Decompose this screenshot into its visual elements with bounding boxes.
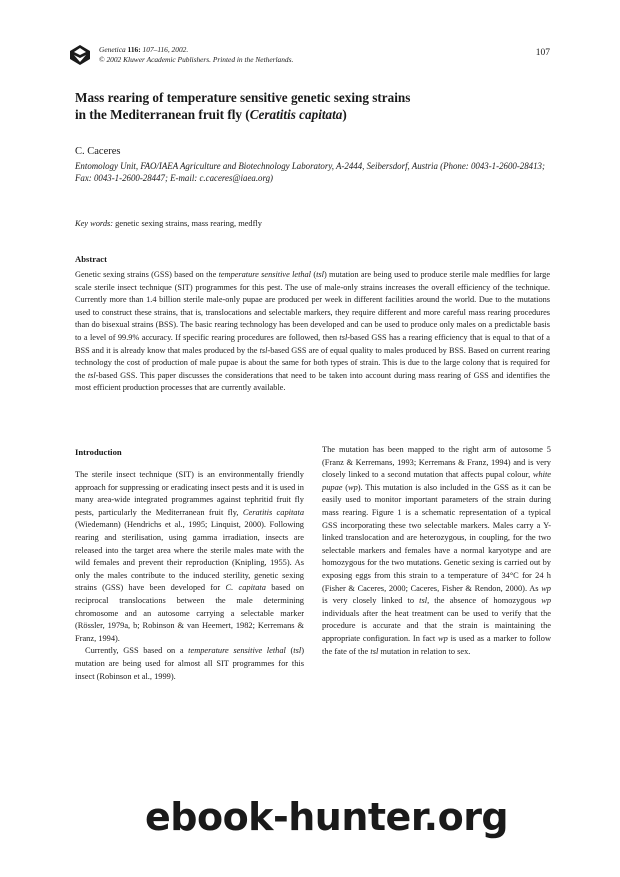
abstract-heading: Abstract (75, 254, 107, 264)
intro-paragraph-3 (322, 444, 551, 658)
keywords-text: genetic sexing strains, mass rearing, medfly (115, 219, 262, 228)
intro-text: The sterile insect technique (SIT) is an environmentally friendly approach for suppressing or eradicating insect pests and it is used in many area-wide integrated programmes against tephritid fruit fly pests, particularly the Mediterranean fruit fly, (75, 470, 304, 517)
intro-italic: tsl (419, 596, 428, 606)
intro-paragraph-2 (75, 645, 304, 683)
intro-italic: wp (541, 583, 551, 593)
intro-text: is used as a marker to follow the fate of the (322, 633, 552, 656)
page-header (70, 45, 550, 67)
abstract-text: ) mutation are being used to produce sterile male medflies for large scale sterile insect technique (SIT) programmes for this pest. The use of male-only strains increases the overall efficiency of the technique. Currently more than 1.4 billion sterile male-only pupae are produced per week in different facilities around the world. Due to the mutations used to construct these strains, that is, translocations and selectable markers, they require different and more careful mass rearing procedures than do bisexual strains (BSS). The basic rearing technology has been developed and can be used to produce only males on a predictable basis to a level of 99.9% accuracy. If specific rearing procedures are followed, then (75, 270, 550, 342)
intro-text: ( (285, 646, 294, 656)
intro-italic: temperature sensitive lethal (188, 646, 286, 656)
kluwer-logo-icon (70, 45, 90, 65)
abstract-text: ( (311, 270, 317, 279)
journal-citation (99, 45, 293, 64)
intro-italic: wp (438, 633, 448, 643)
introduction-right-column (322, 444, 551, 658)
title-paren: ) (342, 107, 347, 122)
intro-text: mutation in relation to sex. (378, 646, 471, 656)
article-title (75, 89, 555, 123)
intro-text: ( (342, 482, 348, 492)
title-line-2: in the Mediterranean fruit fly ( (75, 107, 250, 122)
abstract-italic: tsl (339, 332, 348, 342)
intro-italic: white pupae (322, 470, 551, 492)
intro-text: (Wiedemann) (Hendrichs et al., 1995; Linquist, 2000). Following rearing and sterilisation, using gamma irradiation, insects are released into the target area where the sterile males mate with the wild females and prevent their reproduction (Knipling, 1955). As only the males contribute to the induced sterility, genetic sexing strains (GSS) have been developed for (75, 520, 304, 593)
abstract-italic: tsl (259, 345, 268, 355)
author-name: C. Caceres (75, 146, 121, 157)
watermark: ebook-hunter.org (145, 795, 509, 839)
author-affiliation: Entomology Unit, FAO/IAEA Agriculture and Biotechnology Laboratory, A-2444, Seibersdorf, Austria (Phone: 0043-1-2600-28413; Fax: 0043-1-2600-28447; E-mail: c.caceres@iaea.org) (75, 161, 545, 184)
introduction-left-column (75, 469, 304, 683)
keywords-label: Key words: (75, 219, 114, 228)
intro-text: ) mutation are being used for almost all SIT programmes for this insect (Robinson et al., 1999). (75, 646, 304, 681)
abstract-italic: tsl (316, 270, 324, 279)
intro-italic: tsl (370, 646, 379, 656)
intro-paragraph-1 (75, 469, 304, 645)
page-number: 107 (535, 48, 550, 58)
journal-pages: 107–116, 2002. (142, 45, 189, 54)
abstract-text: -based GSS. This paper discusses the considerations that need to be taken into account during mass rearing of GSS and identifies the most efficient production processes that are currently available. (75, 370, 550, 393)
abstract-text: -based GSS has a rearing efficiency that is equal to that of a BSS and it is already know that males produced by the (75, 332, 550, 355)
intro-text: , the absence of homozygous (427, 596, 542, 606)
abstract-text: Genetic sexing strains (GSS) based on the (75, 270, 219, 279)
abstract-italic: temperature sensitive lethal (218, 270, 311, 279)
keywords (75, 219, 262, 228)
intro-text: individuals after the heat treatment can be used to verify that the procedure is accurate and that the strain is maintaining the appropriate configuration. In fact (322, 608, 551, 643)
title-line-1: Mass rearing of temperature sensitive genetic sexing strains (75, 90, 411, 105)
intro-text: Currently, GSS based on a (85, 646, 189, 656)
intro-italic: Ceratitis capitata (242, 507, 305, 517)
introduction-heading: Introduction (75, 447, 122, 457)
intro-text: is very closely linked to (322, 596, 420, 606)
abstract-text: -based GSS are of equal quality to males produced by BSS. Based on current rearing technology the cost of production of male pupae is about the same for both types of strain. This is due to the large colony that is required for the (75, 345, 550, 380)
intro-italic: tsl (293, 646, 302, 656)
journal-name: Genetica (99, 45, 126, 54)
intro-text: ). This mutation is also included in the GSS as it can be easily used to monitor important parameters of the strain during mass rearing. Figure 1 is a schematic representation of a typical GSS incorporating these two selectable markers. Males carry a Y-linked translocation and are heterozygous, in coupling, for the two selectable markers and females have a normal karyotype and are homozygous for the two mutations. Genetic sexing is carried out by exposing eggs from this strain to a temperature of 34°C for 24 h (Fisher & Caceres, 2000; Caceres, Fisher & Rendon, 2000). As (322, 482, 551, 593)
copyright-line: © 2002 Kluwer Academic Publishers. Printed in the Netherlands. (99, 54, 294, 64)
abstract-italic: tsl (87, 370, 96, 380)
intro-text: The mutation has been mapped to the right arm of autosome 5 (Franz & Kerremans, 1993; Kerremans & Franz, 1994) and is very closely linked to a second mutation that affects pupal colour, (322, 445, 551, 480)
intro-text: based on reciprocal translocations between the male determining chromosome and an autosome carrying a selectable marker (Rössler, 1979a, b; Robinson & van Heemert, 1982; Kerremans & Franz, 1994). (75, 583, 305, 643)
intro-italic: C. capitata (225, 583, 266, 593)
abstract-body (75, 269, 550, 395)
intro-italic: wp (347, 482, 358, 492)
journal-volume: 116: (127, 45, 141, 54)
intro-italic: wp (541, 596, 552, 606)
title-species: Ceratitis capitata (249, 107, 343, 122)
